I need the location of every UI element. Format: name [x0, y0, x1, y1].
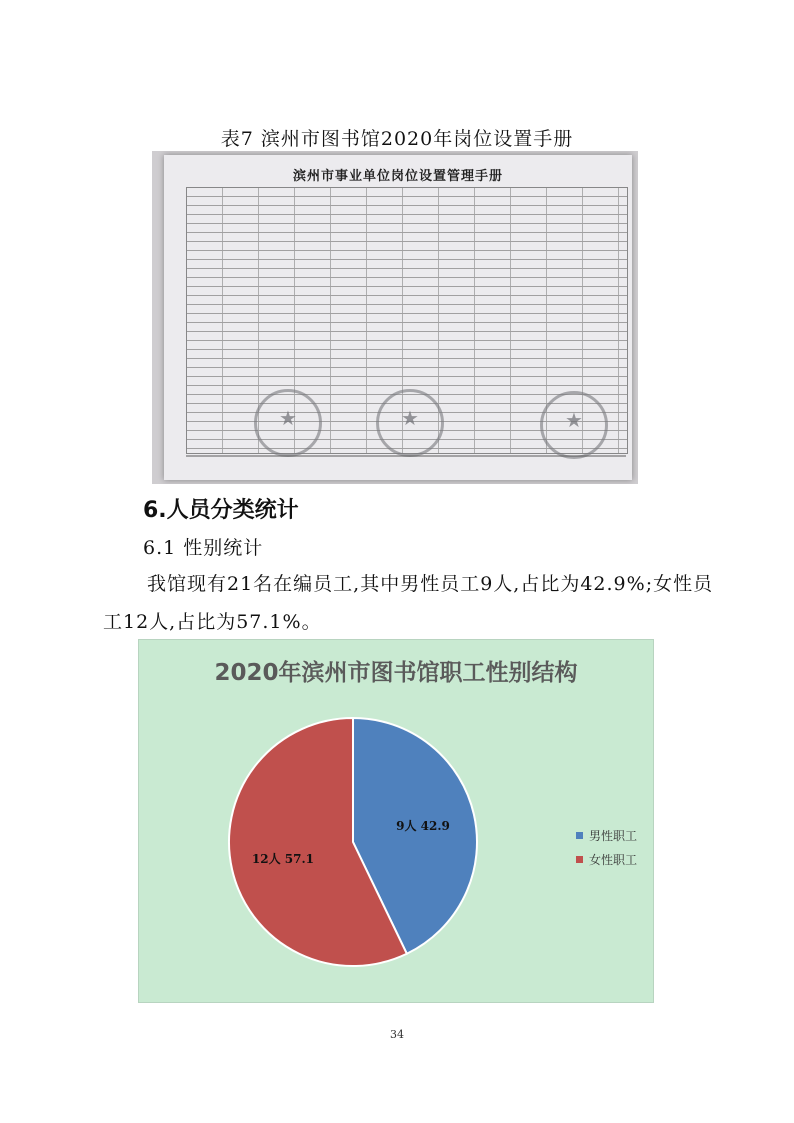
legend-swatch-male [576, 832, 583, 839]
official-seal-icon [540, 391, 608, 459]
official-seal-icon [254, 389, 322, 457]
legend-label-male: 男性职工 [589, 828, 638, 843]
data-label-female: 12人 57.1 [251, 851, 314, 866]
form-footnote [186, 455, 626, 457]
section-heading: 6.人员分类统计 [143, 498, 299, 523]
chart-legend [576, 823, 637, 871]
form-photo [152, 151, 638, 484]
legend-swatch-female [576, 856, 583, 863]
section-subheading: 6.1 性别统计 [143, 537, 264, 559]
legend-label-female: 女性职工 [589, 852, 638, 867]
data-label-male: 9人 42.9 [396, 819, 450, 834]
page-number: 34 [390, 1028, 404, 1041]
chart-title: 2020年滨州市图书馆职工性别结构 [214, 660, 578, 686]
form-title: 滨州市事业单位岗位设置管理手册 [292, 169, 503, 184]
form-paper [164, 155, 632, 480]
body-paragraph: 我馆现有21名在编员工,其中男性员工9人,占比为42.9%;女性员工12人,占比为57.1%。 [103, 573, 714, 633]
official-seal-icon [376, 389, 444, 457]
gender-pie-chart [138, 639, 654, 1003]
figure-caption: 表7 滨州市图书馆2020年岗位设置手册 [220, 128, 574, 150]
legend-item-male [576, 823, 637, 847]
legend-item-female [576, 847, 637, 871]
